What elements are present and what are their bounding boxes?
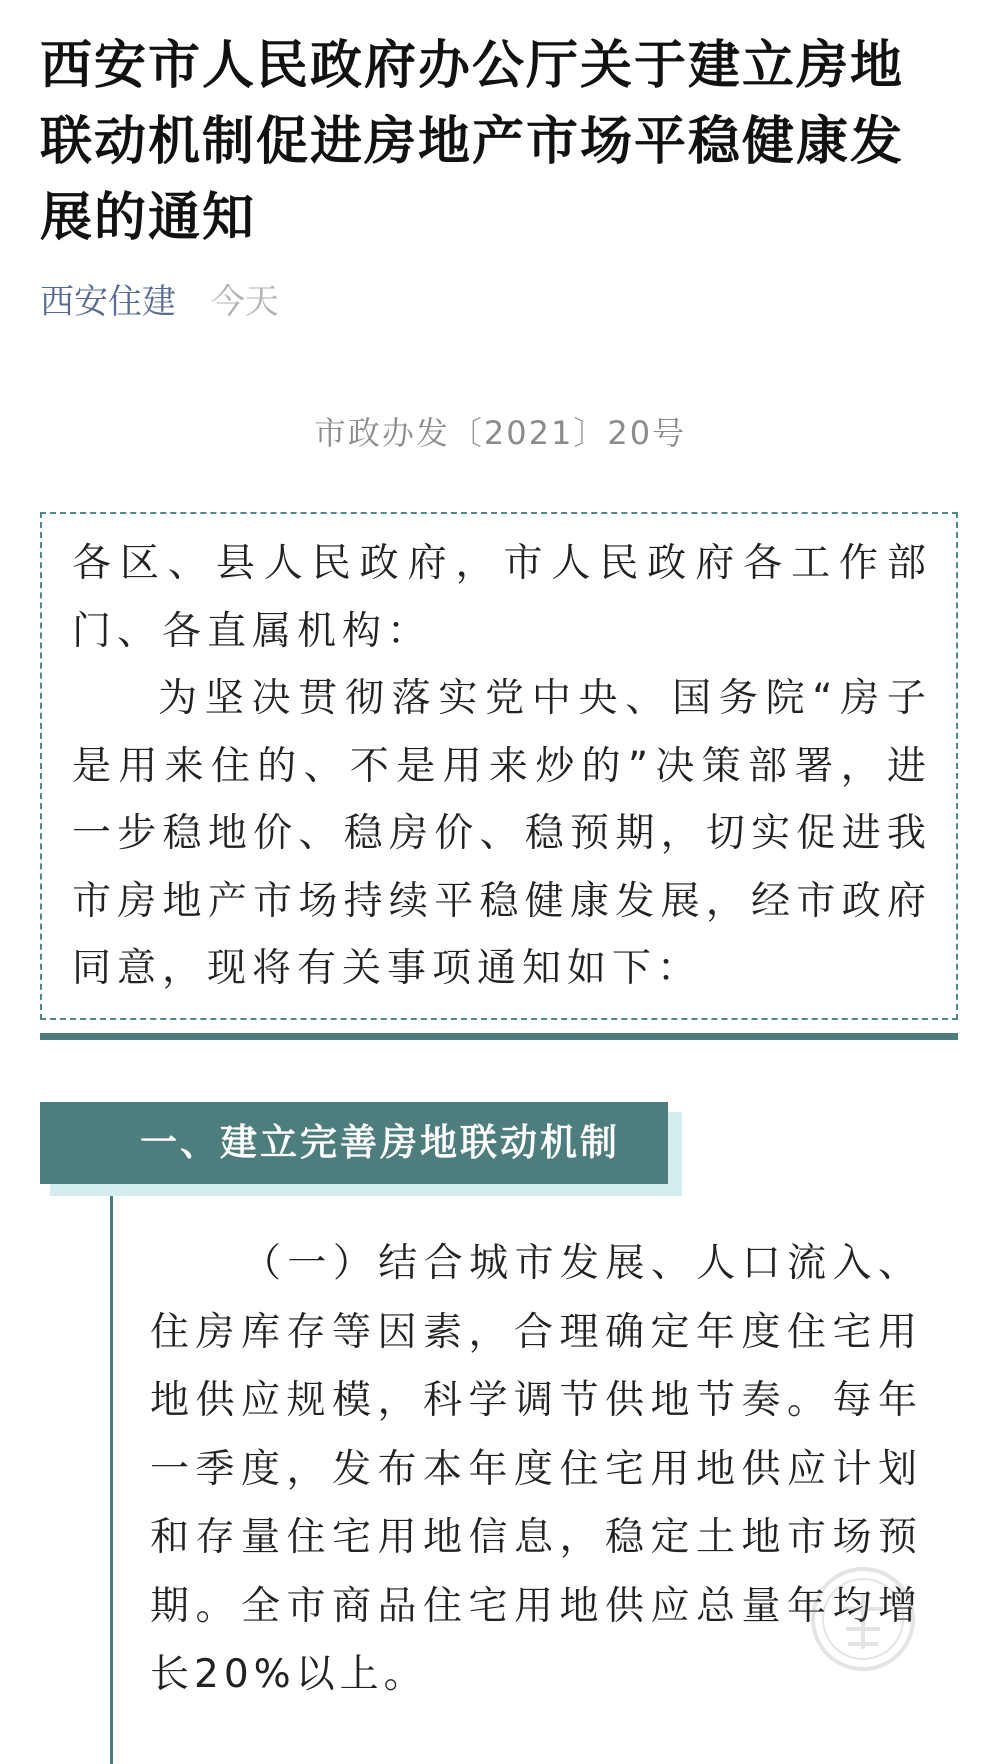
section-left-rule bbox=[110, 1196, 113, 1764]
document-number: 市政办发〔2021〕20号 bbox=[313, 414, 687, 452]
publish-date: 今天 bbox=[210, 282, 279, 322]
addressee-line: 各区、县人民政府，市人民政府各工作部门、各直属机构： bbox=[72, 541, 932, 654]
section-heading: 一、建立完善房地联动机制 bbox=[40, 1102, 668, 1184]
circular-seal-watermark-icon bbox=[808, 1564, 918, 1674]
section-divider bbox=[40, 1033, 958, 1040]
account-name-link[interactable]: 西安住建 bbox=[40, 282, 176, 322]
intro-box bbox=[40, 512, 958, 1020]
article-meta bbox=[40, 278, 279, 326]
intro-text bbox=[72, 530, 932, 1003]
intro-paragraph: 为坚决贯彻落实党中央、国务院“房子是用来住的、不是用来炒的”决策部署，进一步稳地价、稳房价、稳预期，切实促进我市房地产市场持续平稳健康发展，经市政府同意，现将有关事项通知如下： bbox=[72, 676, 932, 991]
section-item-paragraph: （一）结合城市发展、人口流入、住房库存等因素，合理确定年度住宅用地供应规模，科学调节供地节奏。每年一季度，发布本年度住宅用地供应计划和存量住宅用地信息，稳定土地市场预期。全市商品住宅用地供应总量年均增长20%以上。 bbox=[150, 1241, 922, 1697]
article-title: 西安市人民政府办公厅关于建立房地联动机制促进房地产市场平稳健康发展的通知 bbox=[40, 36, 905, 248]
